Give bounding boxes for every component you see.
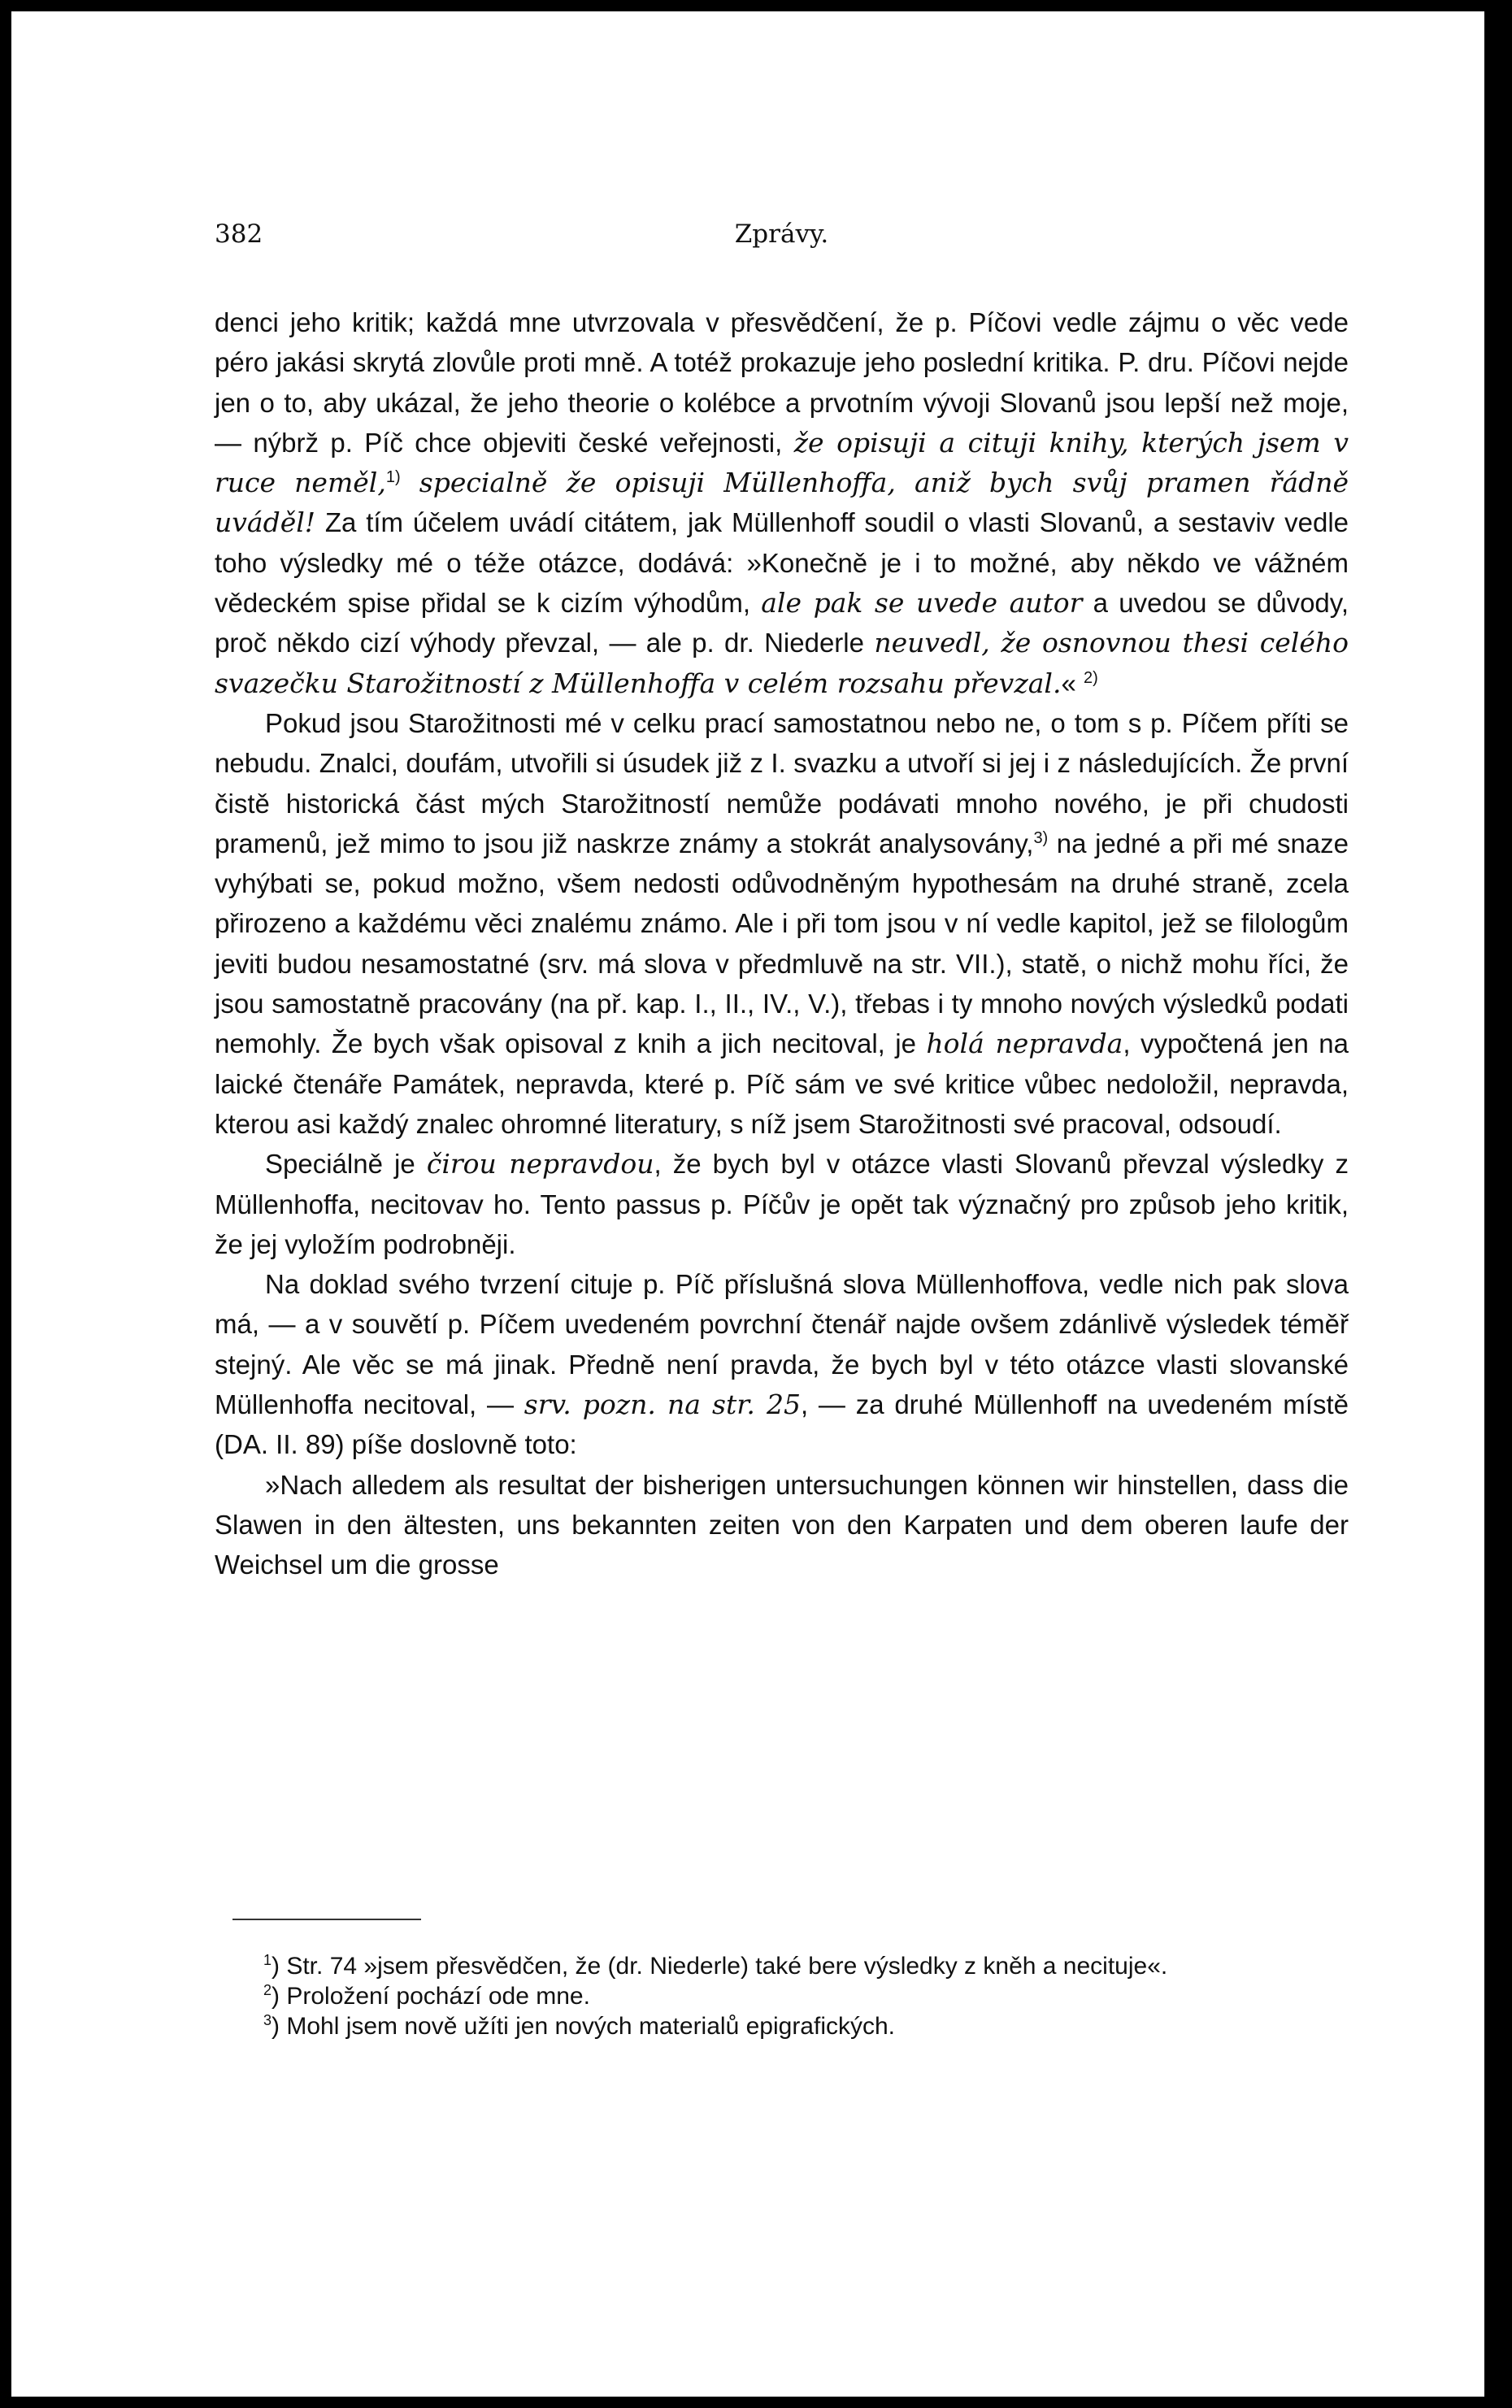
footnote-label: 3 xyxy=(263,2012,272,2028)
emphasis: ale pak se uvede autor xyxy=(761,587,1083,619)
emphasis: čirou nepravdou xyxy=(426,1148,654,1180)
page-number: 382 xyxy=(215,220,263,249)
footnote-ref: 3) xyxy=(1033,828,1049,847)
footnotes xyxy=(215,1951,1349,2041)
text-run: Za tím účelem uvádí citátem, jak Müllenhoff soudil o vlasti Slovanů, a sestaviv vedle toho výsledky mé o téže otázce, dodává: »Konečně je i to možné, aby někdo ve vážném vědeckém spise přidal se k cizím výhodům, xyxy=(215,507,1349,619)
text-run: Speciálně je xyxy=(265,1149,427,1180)
text-run: »Nach alledem als resultat der bisherigen untersuchungen können wir hinstellen, dass die Slawen in den ältesten, uns bekannten zeiten von den Karpaten und dem oberen laufe der Weichsel um die grosse xyxy=(215,1469,1349,1580)
paragraph xyxy=(215,302,1349,703)
page-header xyxy=(215,220,1349,260)
footnote-text: ) Mohl jsem nově užíti jen nových materialů epigrafických. xyxy=(272,2013,896,2040)
text-run: Na doklad svého tvrzení cituje p. Píč příslušná slova Müllenhoffova, vedle nich pak slova má, — a v souvětí p. Píčem uvedeném povrchní čtenář najde ovšem zdánlivě výsledek téměř stejný. Ale věc se má jinak. Předně není pravda, že bych byl v této otázce vlasti slovanské Müllenhoffa necitoval, — xyxy=(215,1269,1349,1420)
text-run: « xyxy=(1061,667,1084,698)
quotation xyxy=(215,1465,1349,1585)
emphasis: neuvedl, že osnovnou thesi celého svazečku Starožitností z Müllenhoffa v celém rozsahu převzal. xyxy=(215,627,1349,699)
footnote xyxy=(215,1981,1349,2011)
paragraph xyxy=(215,1144,1349,1264)
section-title: Zprávy. xyxy=(734,220,829,249)
footnote-ref: 2) xyxy=(1083,668,1098,687)
text-run: na jedné a při mé snaze vyhýbati se, pokud možno, všem nedosti odůvodněným hypothesám na druhé straně, zcela přirozeno a každému věci znalému známo. Ale i při tom jsou v ní vedle kapitol, jež se filologům jeviti budou nesamostatné (srv. má slova v předmluvě na str. VII.), statě, o nichž mohu říci, že jsou samostatně pracovány (na př. kap. I., II., IV., V.), třebas i ty mnoho nových výsledků podati nemohly. Že bych však opisoval z knih a jich necitoval, je xyxy=(215,828,1349,1059)
footnote-ref: 1) xyxy=(385,468,401,487)
paragraph xyxy=(215,1264,1349,1464)
emphasis: holá nepravda xyxy=(926,1028,1123,1060)
footnote-label: 1 xyxy=(263,1952,272,1968)
emphasis: že opisuji a cituji knihy, kterých jsem v ruce neměl, xyxy=(215,426,1349,499)
footnote xyxy=(215,2011,1349,2041)
text-run: a uvedou se důvody, proč někdo cizí výhody převzal, — ale p. dr. Niederle xyxy=(215,588,1349,659)
footnote xyxy=(215,1951,1349,1981)
footnote-text: ) Str. 74 »jsem přesvědčen, že (dr. Niederle) také bere výsledky z kněh a necituje«. xyxy=(272,1953,1168,1980)
paragraph xyxy=(215,703,1349,1144)
footnote-divider xyxy=(232,1919,421,1920)
emphasis: specialně že opisuji Müllenhoffa, aniž bych svůj pramen řádně uváděl! xyxy=(215,467,1349,539)
text-run: , — za druhé Müllenhoff na uvedeném místě (DA. II. 89) píše doslovně toto: xyxy=(215,1389,1349,1460)
text-run: , že bych byl v otázce vlasti Slovanů převzal výsledky z Müllenhoffa, necitovav ho. Tento passus p. Píčův je opět tak význačný pro způsob jeho kritik, že jej vyložím podrobněji. xyxy=(215,1149,1349,1259)
text-run: denci jeho kritik; každá mne utvrzovala v přesvědčení, že p. Píčovi vedle zájmu o věc vede péro jakási skrytá zlovůle proti mně. A totéž prokazuje jeho poslední kritika. P. dru. Píčovi nejde jen o to, aby ukázal, že jeho theorie o kolébce a prvotním vývoji Slovanů jsou lepší než moje, — nýbrž p. Píč chce objeviti české veřejnosti, xyxy=(215,307,1349,458)
footnote-label: 2 xyxy=(263,1982,272,1998)
scanned-page xyxy=(11,11,1484,2397)
emphasis: srv. pozn. na str. 25 xyxy=(524,1389,801,1421)
text-run: Pokud jsou Starožitnosti mé v celku prací samostatnou nebo ne, o tom s p. Píčem příti se nebudu. Znalci, doufám, utvořili si úsudek již z I. svazku a utvoří si jej i z následujících. Že první čistě historická část mých Starožitností nemůže podávati mnoho nového, je při chudosti pramenů, jež mimo to jsou již naskrze známy a stokrát analysovány, xyxy=(215,707,1349,858)
body-text xyxy=(215,302,1349,1585)
footnote-text: ) Proložení pochází ode mne. xyxy=(272,1983,590,2010)
text-run: , vypočtená jen na laické čtenáře Památek, nepravda, které p. Píč sám ve své kritice vůbec nedoložil, nepravda, kterou asi každý znalec ohromné literatury, s níž jsem Starožitnosti své pracoval, odsoudí. xyxy=(215,1028,1349,1139)
